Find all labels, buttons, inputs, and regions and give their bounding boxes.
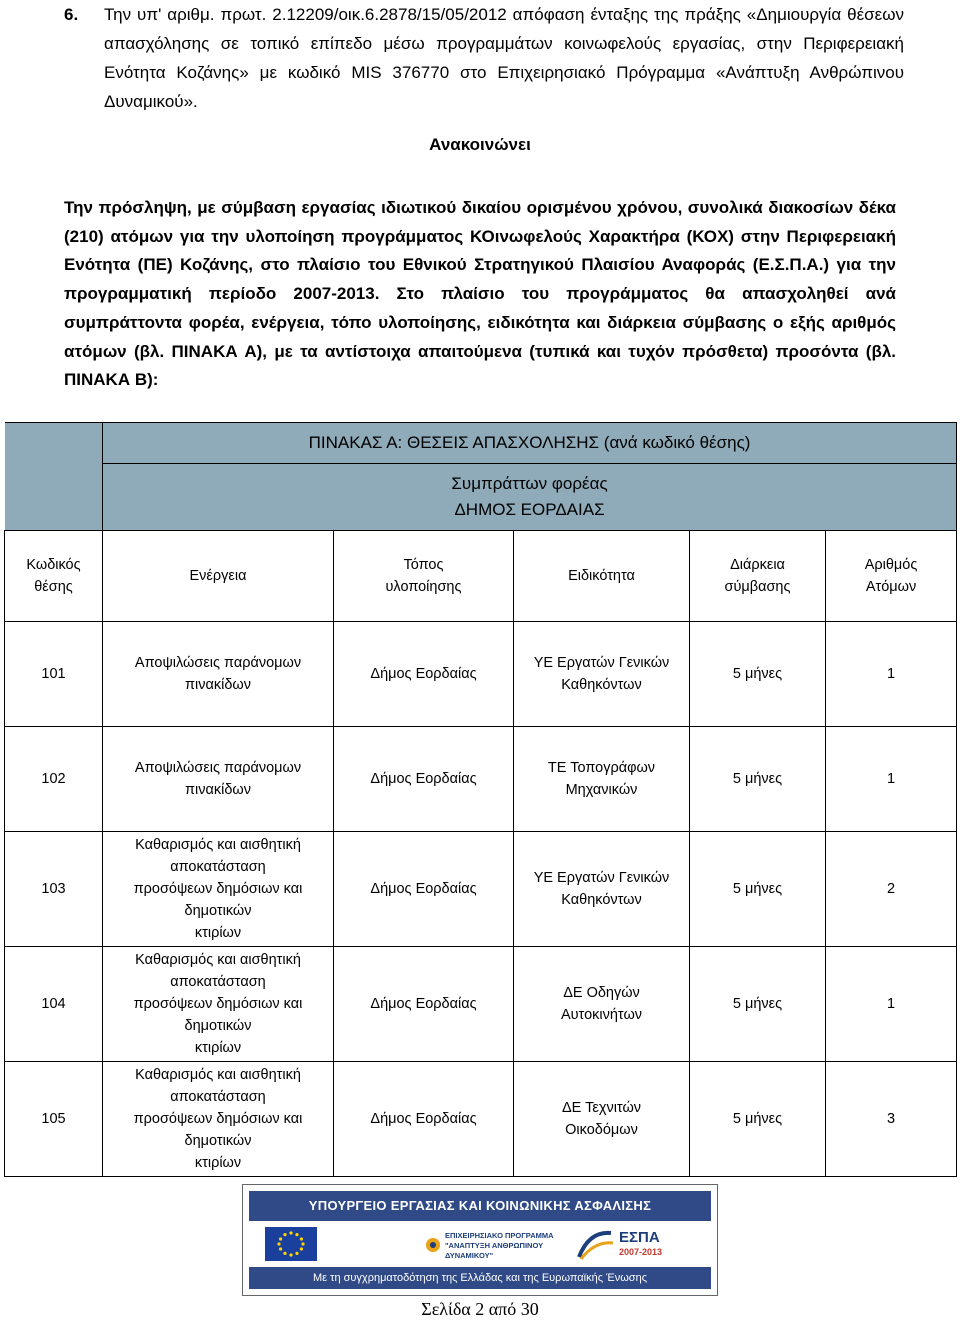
- cell-specialty: ΥΕ Εργατών Γενικών Καθηκόντων: [514, 622, 690, 727]
- item-6: [64, 0, 904, 116]
- espa-logo: [575, 1227, 705, 1263]
- col-duration: Διάρκεια σύμβασης: [690, 531, 826, 622]
- cell-code: 102: [5, 727, 103, 832]
- cell-action: Αποψιλώσεις παράνομων πινακίδων: [103, 622, 334, 727]
- cell-action: Καθαρισμός και αισθητική αποκατάσταση προσόψεων δημόσιων και δημοτικών κτιρίων: [103, 832, 334, 947]
- banner-logos: [249, 1225, 711, 1265]
- column-header-row: [5, 531, 957, 622]
- cell-duration: 5 μήνες: [690, 1062, 826, 1177]
- cell-count: 1: [826, 622, 957, 727]
- announcement-body: Την πρόσληψη, με σύμβαση εργασίας ιδιωτικού δικαίου ορισμένου χρόνου, συνολικά διακοσίων δέκα (210) ατόμων για την υλοποίηση προγράμματος ΚΟινωφελούς Χαρακτήρα (ΚΟΧ) στην Περιφερειακή Ενότητα (ΠΕ) Κοζάνης, στο πλαίσιο του Εθνικού Στρατηγικού Πλαισίου Αναφοράς (Ε.Σ.Π.Α.) για την προγραμματική περίοδο 2007-2013. Στο πλαίσιο του προγράμματος θα απασχοληθεί ανά συμπράττοντα φορέα, ενέργεια, τόπο υλοποίησης, ειδικότητα και διάρκεια σύμβασης ο εξής αριθμός ατόμων (βλ. ΠΙΝΑΚΑ Α), με τα αντίστοιχα απαιτούμενα (τυπικά και τυχόν πρόσθετα) προσόντα (βλ. ΠΙΝΑΚΑ Β):: [64, 198, 896, 390]
- funding-banner: [242, 1184, 718, 1296]
- col-code: Κωδικός θέσης: [5, 531, 103, 622]
- cell-specialty: ΥΕ Εργατών Γενικών Καθηκόντων: [514, 832, 690, 947]
- cell-duration: 5 μήνες: [690, 727, 826, 832]
- col-specialty: Ειδικότητα: [514, 531, 690, 622]
- cell-count: 2: [826, 832, 957, 947]
- col-count: Αριθμός Ατόμων: [826, 531, 957, 622]
- table-title: ΠΙΝΑΚΑΣ Α: ΘΕΣΕΙΣ ΑΠΑΣΧΟΛΗΣΗΣ (ανά κωδικό θέσης): [103, 423, 957, 464]
- partner-name: ΔΗΜΟΣ ΕΟΡΔΑΙΑΣ: [454, 500, 605, 519]
- cell-place: Δήμος Εορδαίας: [334, 727, 514, 832]
- cell-action: Αποψιλώσεις παράνομων πινακίδων: [103, 727, 334, 832]
- col-place: Τόπος υλοποίησης: [334, 531, 514, 622]
- partner-cell: [103, 464, 957, 531]
- table-row: [5, 832, 957, 947]
- cell-count: 3: [826, 1062, 957, 1177]
- cell-code: 103: [5, 832, 103, 947]
- cell-count: 1: [826, 947, 957, 1062]
- cell-specialty: ΔΕ Τεχνιτών Οικοδόμων: [514, 1062, 690, 1177]
- cell-place: Δήμος Εορδαίας: [334, 622, 514, 727]
- partner-label: Συμπράττων φορέας: [451, 474, 608, 493]
- cell-duration: 5 μήνες: [690, 622, 826, 727]
- cell-action: Καθαρισμός και αισθητική αποκατάσταση προσόψεων δημόσιων και δημοτικών κτιρίων: [103, 1062, 334, 1177]
- cell-code: 105: [5, 1062, 103, 1177]
- program-name: ΕΠΙΧΕΙΡΗΣΙΑΚΟ ΠΡΟΓΡΑΜΜΑ "ΑΝΑΠΤΥΞΗ ΑΝΘΡΩΠΙΝΟΥ ΔΥΝΑΜΙΚΟΥ": [445, 1231, 554, 1260]
- table-partner-row: [5, 464, 957, 531]
- page-number: Σελίδα 2 από 30: [421, 1299, 539, 1319]
- table-row: [5, 622, 957, 727]
- espa-mark-icon: [575, 1227, 615, 1263]
- col-action: Ενέργεια: [103, 531, 334, 622]
- table-row: [5, 1062, 957, 1177]
- cell-count: 1: [826, 727, 957, 832]
- table-row: [5, 947, 957, 1062]
- announcement-title: Ανακοινώνει: [429, 135, 531, 154]
- cell-place: Δήμος Εορδαίας: [334, 947, 514, 1062]
- cell-code: 101: [5, 622, 103, 727]
- positions-table: [4, 422, 957, 1177]
- eu-flag-icon: [265, 1227, 317, 1261]
- cell-code: 104: [5, 947, 103, 1062]
- cell-specialty: ΤΕ Τοπογράφων Μηχανικών: [514, 727, 690, 832]
- table-title-row: [5, 423, 957, 464]
- cell-place: Δήμος Εορδαίας: [334, 1062, 514, 1177]
- espa-word: ΕΣΠΑ: [619, 1229, 660, 1246]
- table-row: [5, 727, 957, 832]
- cell-place: Δήμος Εορδαίας: [334, 832, 514, 947]
- espa-years: 2007-2013: [619, 1247, 663, 1257]
- item-number: 6.: [64, 5, 79, 24]
- cell-duration: 5 μήνες: [690, 947, 826, 1062]
- ministry-label: ΥΠΟΥΡΓΕΙΟ ΕΡΓΑΣΙΑΣ ΚΑΙ ΚΟΙΝΩΝΙΚΗΣ ΑΣΦΑΛΙΣΗΣ: [249, 1191, 711, 1221]
- cell-duration: 5 μήνες: [690, 832, 826, 947]
- cell-action: Καθαρισμός και αισθητική αποκατάσταση προσόψεων δημόσιων και δημοτικών κτιρίων: [103, 947, 334, 1062]
- cofunding-label: Με τη συγχρηματοδότηση της Ελλάδας και της Ευρωπαϊκής Ένωσης: [249, 1267, 711, 1289]
- item-text: Την υπ' αριθμ. πρωτ. 2.12209/οικ.6.2878/15/05/2012 απόφαση ένταξης της πράξης «Δημιουργία θέσεων απασχόλησης σε τοπικό επίπεδο μέσω προγραμμάτων κοινωφελούς εργασίας, στην Περιφερειακή Ενότητα Κοζάνης» με κωδικό MIS 376770 στο Επιχειρησιακό Πρόγραμμα «Ανάπτυξη Ανθρώπινου Δυναμικού».: [104, 5, 904, 111]
- cell-specialty: ΔΕ Οδηγών Αυτοκινήτων: [514, 947, 690, 1062]
